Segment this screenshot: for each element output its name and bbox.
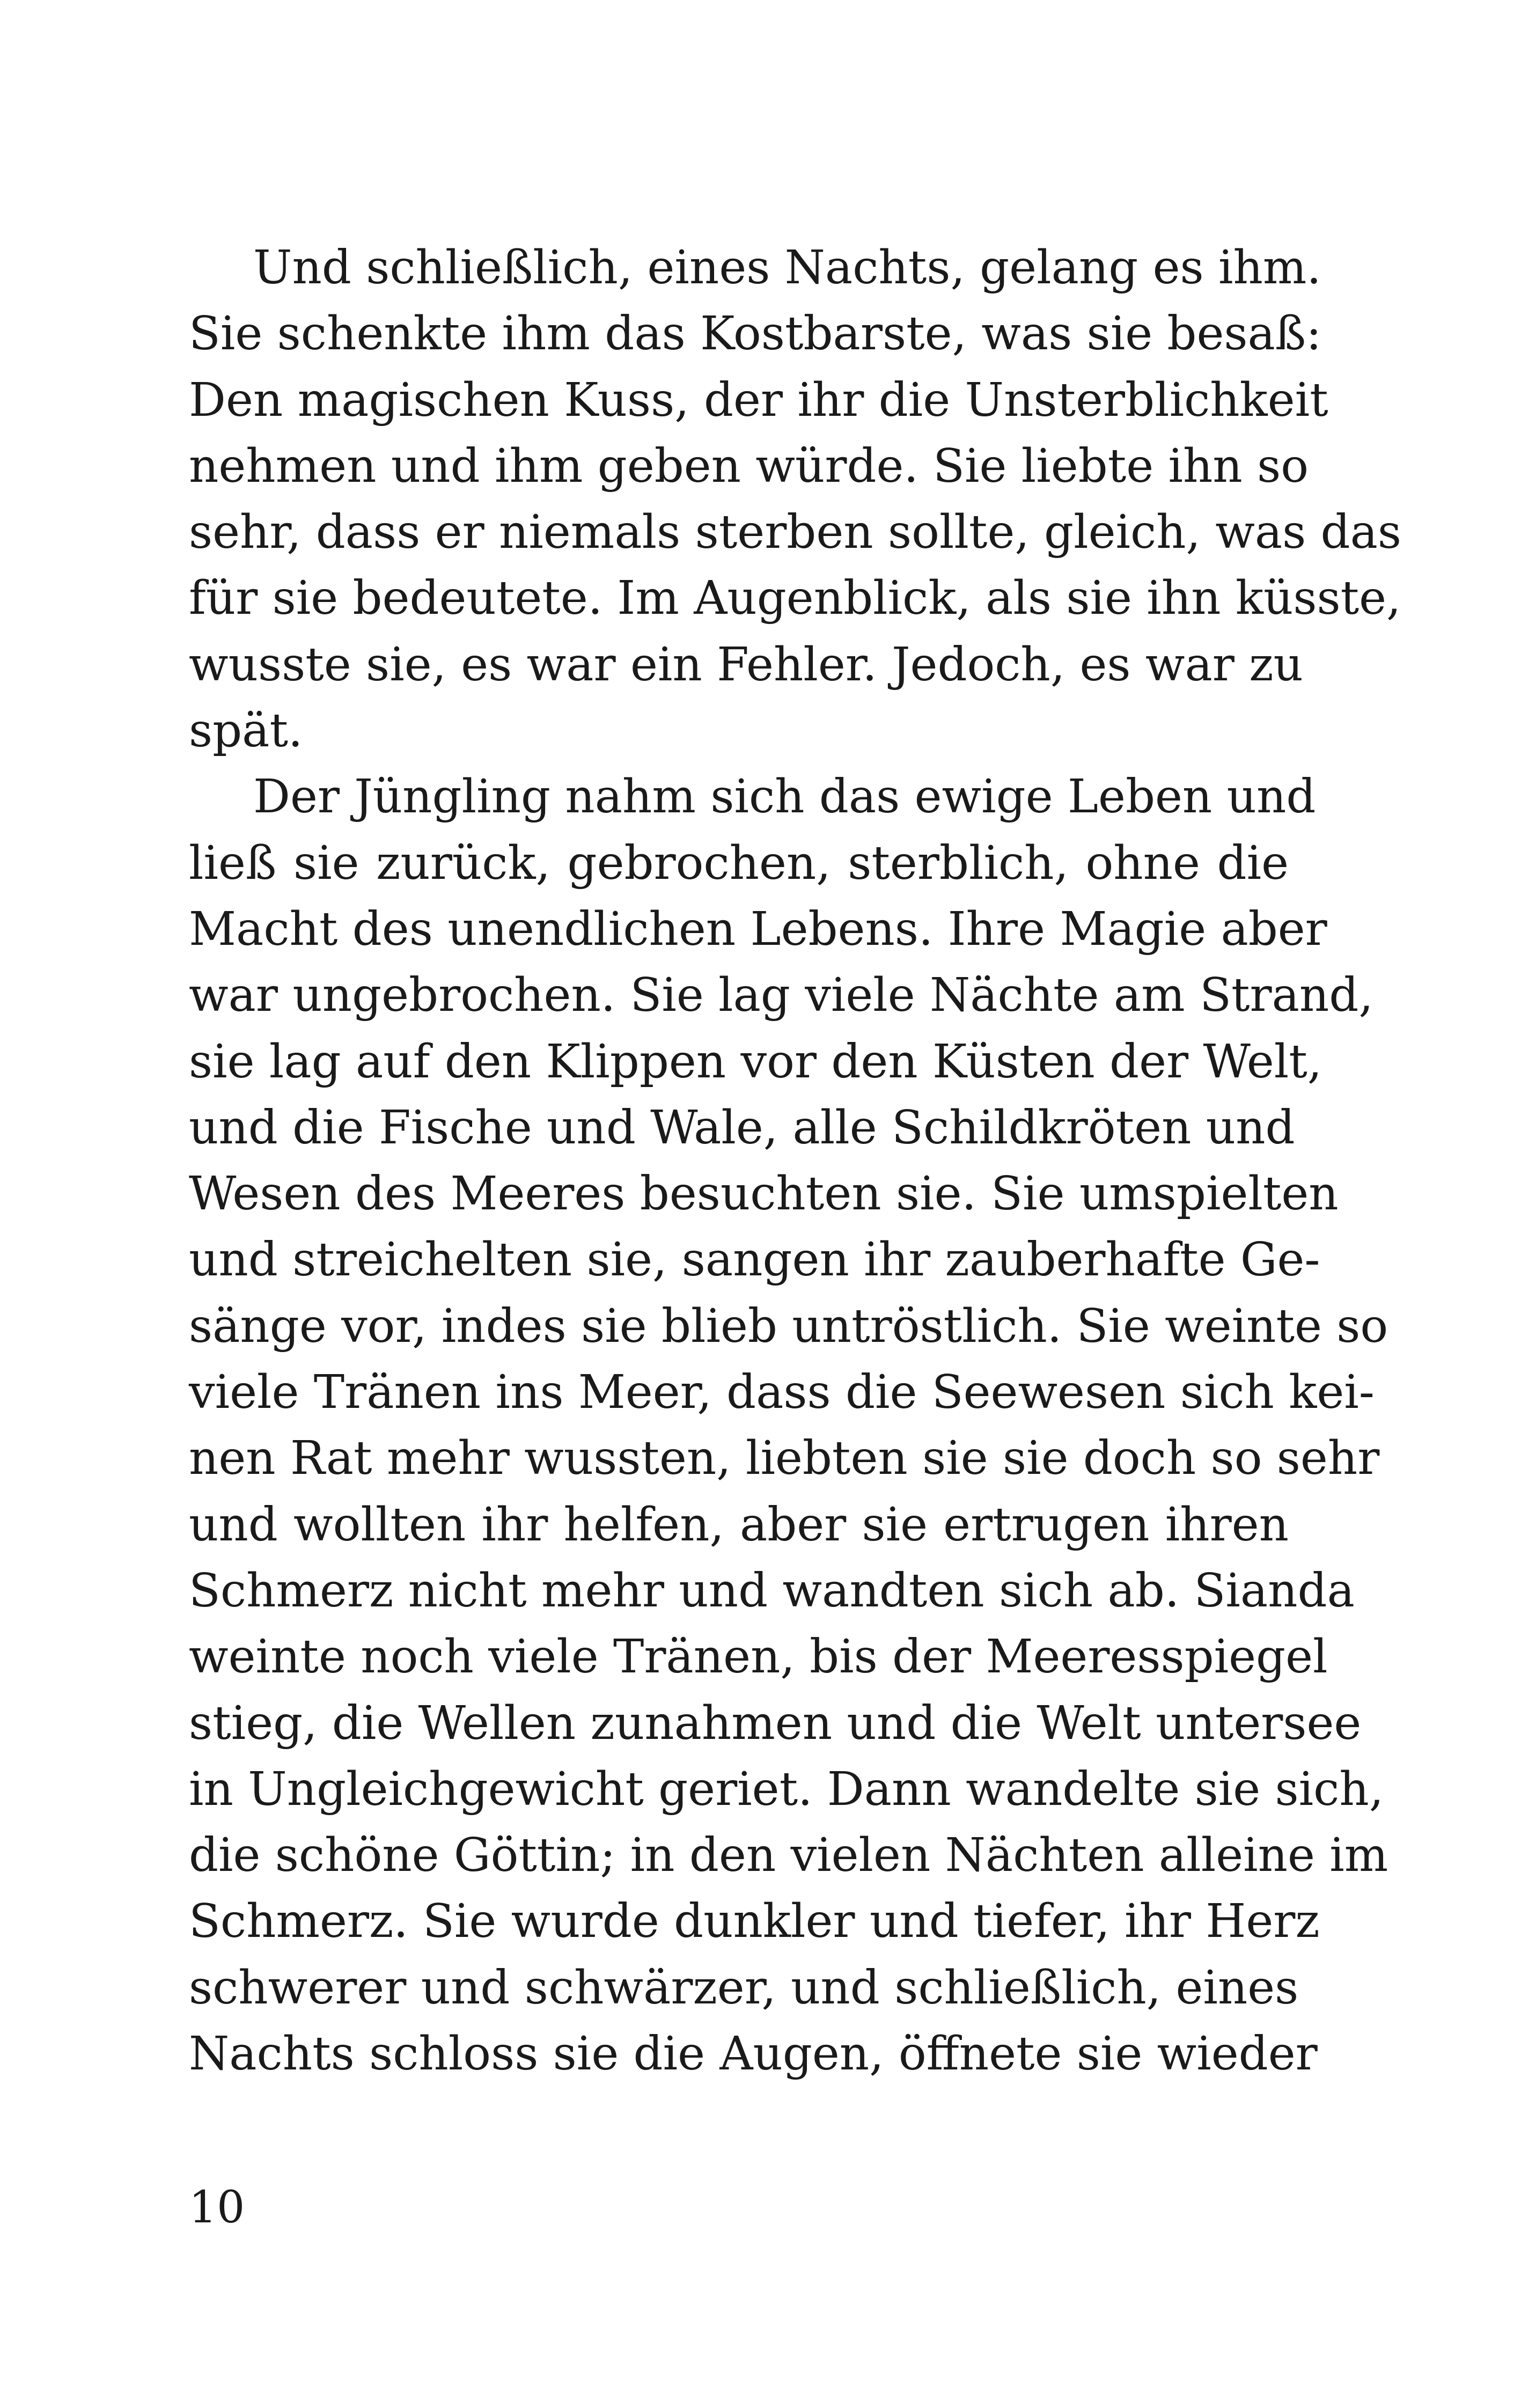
paragraph-2-line-9: sänge vor, indes sie blieb untröstlich. Sie weinte so <box>189 1299 1388 1353</box>
paragraph-2-line-3: Macht des unendlichen Lebens. Ihre Magie aber <box>189 902 1327 956</box>
paragraph-2-line-16: in Ungleichgewicht geriet. Dann wandelte sie sich, <box>189 1762 1384 1816</box>
paragraph-2-line-20: Nachts schloss sie die Augen, öffnete sie wieder <box>189 2027 1318 2081</box>
paragraph-1-line-4: nehmen und ihm geben würde. Sie liebte ihn so <box>189 439 1309 493</box>
paragraph-2-line-2: ließ sie zurück, gebrochen, sterblich, ohne die <box>189 836 1289 890</box>
paragraph-2-line-18: Schmerz. Sie wurde dunkler und tiefer, ihr Herz <box>189 1895 1320 1949</box>
paragraph-1-line-7: wusste sie, es war ein Fehler. Jedoch, es war zu <box>189 637 1303 692</box>
paragraph-1-line-6: für sie bedeutete. Im Augenblick, als sie ihn küsste, <box>189 571 1401 626</box>
paragraph-2-line-1: Der Jüngling nahm sich das ewige Leben und <box>253 770 1316 824</box>
paragraph-2-line-12: und wollten ihr helfen, aber sie ertrugen ihren <box>189 1497 1289 1552</box>
paragraph-2-line-10: viele Tränen ins Meer, dass die Seewesen sich kei- <box>189 1365 1375 1420</box>
page-number: 10 <box>189 2182 245 2233</box>
paragraph-2-line-14: weinte noch viele Tränen, bis der Meeresspiegel <box>189 1630 1328 1684</box>
body-text <box>189 235 1402 2087</box>
paragraph-2-line-4: war ungebrochen. Sie lag viele Nächte am Strand, <box>189 968 1373 1023</box>
paragraph-1-line-2: Sie schenkte ihm das Kostbarste, was sie besaß: <box>189 307 1322 361</box>
paragraph-2-line-17: die schöne Göttin; in den vielen Nächten alleine im <box>189 1829 1388 1883</box>
paragraph-1-line-1: Und schließlich, eines Nachts, gelang es ihm. <box>253 241 1321 295</box>
paragraph-2-line-13: Schmerz nicht mehr und wandten sich ab. Sianda <box>189 1563 1355 1618</box>
paragraph-2-line-5: sie lag auf den Klippen vor den Küsten der Welt, <box>189 1034 1322 1089</box>
paragraph-1-line-5: sehr, dass er niemals sterben sollte, gleich, was das <box>189 505 1402 560</box>
paragraph-2-line-15: stieg, die Wellen zunahmen und die Welt untersee <box>189 1696 1362 1750</box>
paragraph-1-line-8: spät. <box>189 704 303 758</box>
paragraph-2-line-7: Wesen des Meeres besuchten sie. Sie umspielten <box>189 1167 1339 1221</box>
paragraph-2-line-19: schwerer und schwärzer, und schließlich, eines <box>189 1961 1299 2015</box>
paragraph-2-line-11: nen Rat mehr wussten, liebten sie sie doch so sehr <box>189 1431 1380 1486</box>
paragraph-2-line-6: und die Fische und Wale, alle Schildkröten und <box>189 1100 1295 1155</box>
paragraph-2-line-8: und streichelten sie, sangen ihr zauberhafte Ge- <box>189 1233 1320 1287</box>
paragraph-1-line-3: Den magischen Kuss, der ihr die Unsterblichkeit <box>189 373 1328 427</box>
